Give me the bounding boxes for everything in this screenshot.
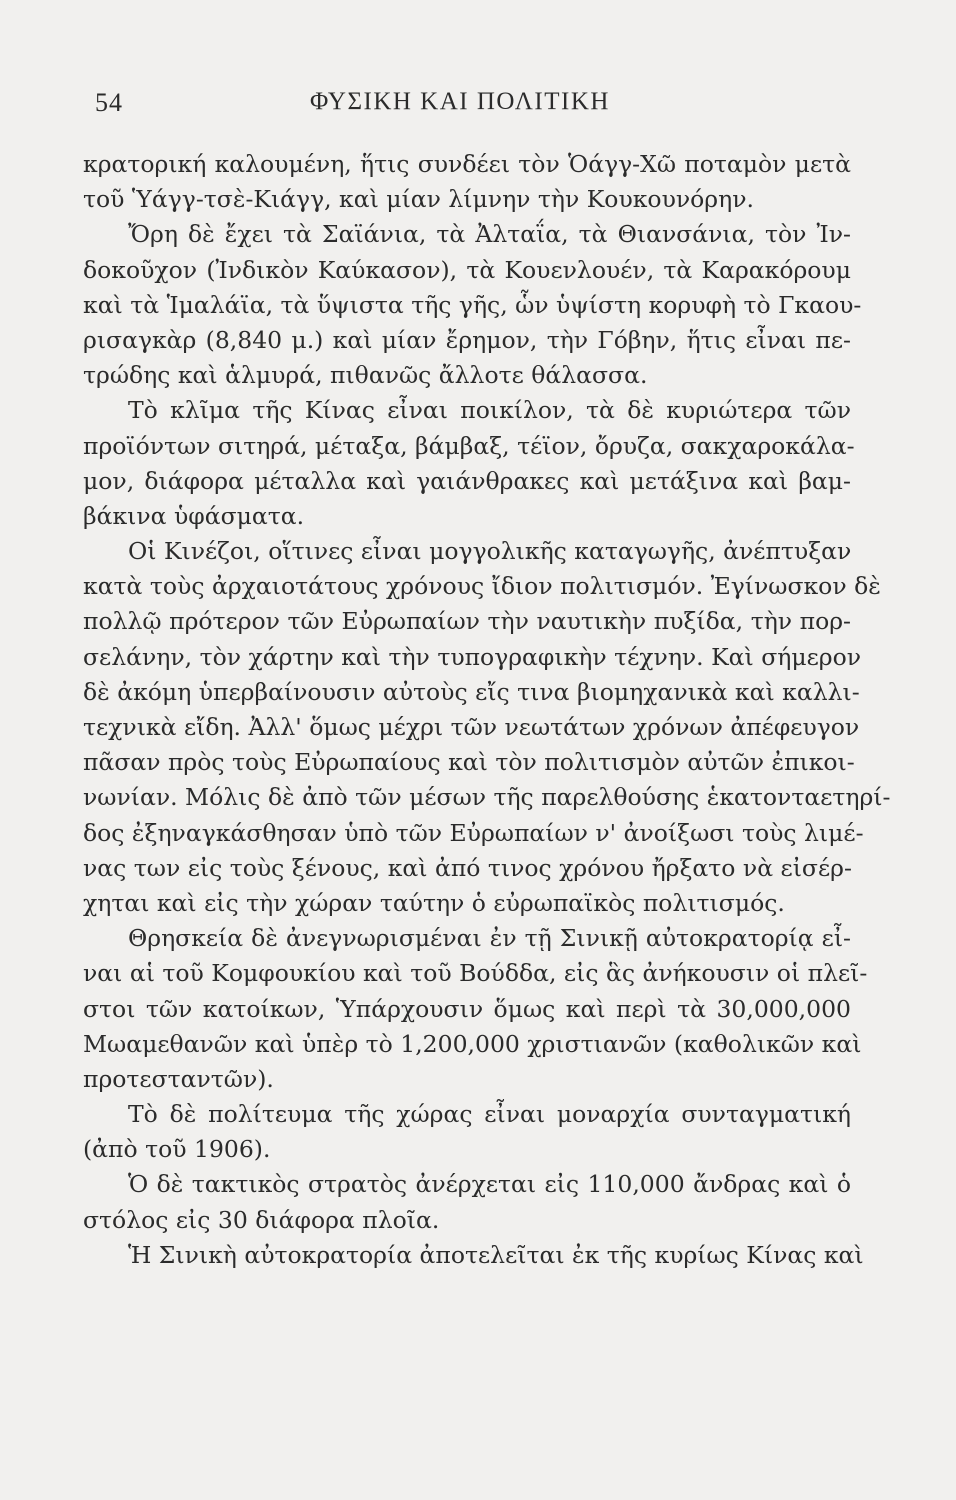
text-line: σελάνην, τὸν χάρτην καὶ τὴν τυπογραφικὴν τέχνην. Καὶ σήμερον xyxy=(83,642,862,671)
text-line: Ἡ Σινικὴ αὐτοκρατορία ἀποτελεῖται ἐκ τῆς κυρίως Κίνας καὶ xyxy=(128,1240,864,1269)
text-line: δοκοῦχον (Ἰνδικὸν Καύκασον), τὰ Κουενλουέν, τὰ Καρακόρουμ xyxy=(83,255,851,284)
text-line: τρώδης καὶ ἁλμυρά, πιθανῶς ἄλλοτε θάλασσα. xyxy=(83,361,648,390)
text-line: χηται καὶ εἰς τὴν χώραν ταύτην ὁ εὐρωπαϊκὸς πολιτισμός. xyxy=(83,888,785,917)
text-line: πᾶσαν πρὸς τοὺς Εὐρωπαίους καὶ τὸν πολιτισμὸν αὐτῶν ἐπικοι- xyxy=(83,748,855,777)
text-line: (ἀπὸ τοῦ 1906). xyxy=(83,1135,271,1164)
text-line: μον, διάφορα μέταλλα καὶ γαιάνθρακες καὶ μετάξινα καὶ βαμ- xyxy=(83,466,851,495)
text-line: νωνίαν. Μόλις δὲ ἀπὸ τῶν μέσων τῆς παρελθούσης ἑκατονταετηρί- xyxy=(83,783,891,812)
text-line: προτεσταντῶν). xyxy=(83,1064,274,1093)
text-line: ναι αἱ τοῦ Κομφουκίου καὶ τοῦ Βούδδα, εἰς ἃς ἀνήκουσιν οἱ πλεῖ- xyxy=(83,959,868,988)
text-line: στοι τῶν κατοίκων, Ὑπάρχουσιν ὅμως καὶ περὶ τὰ 30,000,000 xyxy=(83,994,851,1023)
text-line: δὲ ἀκόμη ὑπερβαίνουσιν αὐτοὺς εἴς τινα βιομηχανικὰ καὶ καλλι- xyxy=(83,677,860,706)
text-line: Τὸ κλῖμα τῆς Κίνας εἶναι ποικίλον, τὰ δὲ κυριώτερα τῶν xyxy=(128,396,851,425)
text-line: Ὄρη δὲ ἔχει τὰ Σαϊάνια, τὰ Ἀλταΐα, τὰ Θιανσάνια, τὸν Ἰν- xyxy=(128,220,851,249)
body-text xyxy=(83,147,891,1273)
text-line: δος ἐξηναγκάσθησαν ὑπὸ τῶν Εὐρωπαίων ν' ἀνοίξωσι τοὺς λιμέ- xyxy=(83,818,864,847)
text-line: στόλος εἰς 30 διάφορα πλοῖα. xyxy=(83,1205,440,1234)
text-line: πολλῷ πρότερον τῶν Εὐρωπαίων τὴν ναυτικὴν πυξίδα, τὴν πορ- xyxy=(83,607,851,636)
page-number: 54 xyxy=(95,88,123,117)
text-line: προϊόντων σιτηρά, μέταξα, βάμβαξ, τέϊον, ὄρυζα, σακχαροκάλα- xyxy=(83,431,855,460)
text-line: τοῦ Ὑάγγ-τσὲ-Κιάγγ, καὶ μίαν λίμνην τὴν Κουκουνόρην. xyxy=(83,185,754,214)
text-line: βάκινα ὑφάσματα. xyxy=(83,501,305,530)
text-line: τεχνικὰ εἴδη. Ἀλλ' ὅμως μέχρι τῶν νεωτάτων χρόνων ἀπέφευγον xyxy=(83,713,860,741)
text-line: νας των εἰς τοὺς ξένους, καὶ ἀπό τινος χρόνου ἤρξατο νὰ εἰσέρ- xyxy=(83,853,852,882)
text-line: Ὁ δὲ τακτικὸς στρατὸς ἀνέρχεται εἰς 110,000 ἄνδρας καὶ ὁ xyxy=(128,1170,851,1199)
text-line: καὶ τὰ Ἱμαλάϊα, τὰ ὕψιστα τῆς γῆς, ὧν ὑψίστη κορυφὴ τὸ Γκαου- xyxy=(83,290,862,319)
text-line: Τὸ δὲ πολίτευμα τῆς χώρας εἶναι μοναρχία συνταγματική xyxy=(128,1100,851,1129)
page-header xyxy=(95,88,875,118)
text-line: Θρησκεία δὲ ἀνεγνωρισμέναι ἐν τῇ Σινικῇ αὐτοκρατορίᾳ εἶ- xyxy=(128,924,851,953)
text-line: ρισαγκὰρ (8,840 μ.) καὶ μίαν ἔρημον, τὴν Γόβην, ἥτις εἶναι πε- xyxy=(83,325,851,354)
text-line: κατὰ τοὺς ἀρχαιοτάτους χρόνους ἴδιον πολιτισμόν. Ἐγίνωσκον δὲ xyxy=(83,572,881,601)
text-line: κρατορική καλουμένη, ἥτις συνδέει τὸν Ὁάγγ-Χῶ ποταμὸν μετὰ xyxy=(83,150,851,178)
text-line: Μωαμεθανῶν καὶ ὑπὲρ τὸ 1,200,000 χριστιανῶν (καθολικῶν καὶ xyxy=(83,1029,862,1058)
text-line: Οἱ Κινέζοι, οἵτινες εἶναι μογγολικῆς καταγωγῆς, ἀνέπτυξαν xyxy=(128,537,852,566)
running-title: ΦΥΣΙΚΗ ΚΑΙ ΠΟΛΙΤΙΚΗ xyxy=(310,88,610,115)
